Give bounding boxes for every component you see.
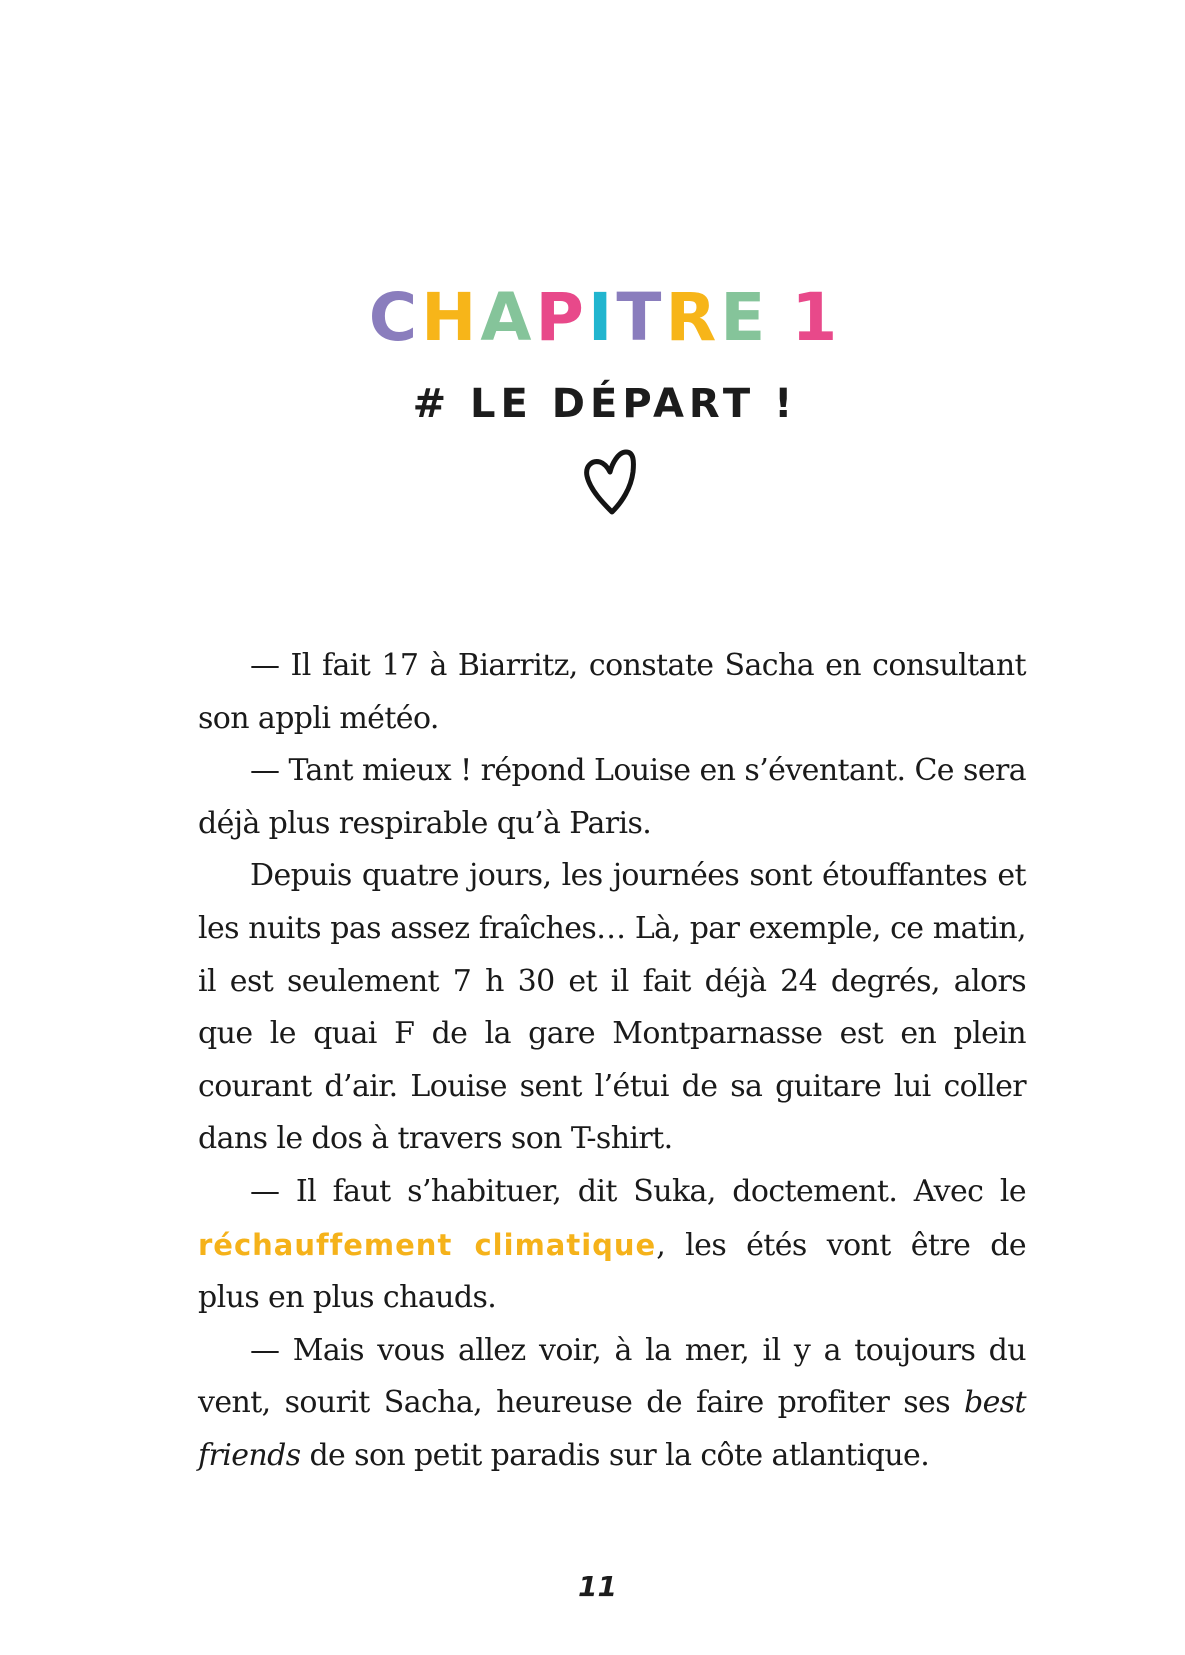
paragraph: — Tant mieux ! répond Louise en s’éventant. Ce sera déjà plus respirable qu’à Paris. xyxy=(198,753,1026,841)
chapter-title-letter: H xyxy=(421,279,481,356)
paragraph-text: — Il faut s’habituer, dit Suka, doctement. Avec le xyxy=(250,1173,1026,1209)
chapter-title-letter: A xyxy=(480,279,536,356)
chapter-title-letter: R xyxy=(665,279,721,356)
chapter-title-letter: T xyxy=(616,279,666,356)
paragraph-text: , les étés vont être de plus en plus chauds. xyxy=(198,1227,1026,1316)
chapter-title-letter: P xyxy=(535,279,588,356)
chapter-title-letter: C xyxy=(368,279,422,356)
page-number: 11 xyxy=(578,1570,617,1603)
chapter-body xyxy=(198,640,1026,1483)
paragraph-text: de son petit paradis sur la côte atlantique. xyxy=(300,1437,930,1473)
highlighted-term: réchauffement climatique xyxy=(198,1227,657,1262)
paragraph-text: — Mais vous allez voir, à la mer, il y a toujours du vent, sourit Sacha, heureuse de faire profiter ses xyxy=(198,1332,1026,1421)
paragraph: — Il fait 17 à Biarritz, constate Sacha en consultant son appli météo. xyxy=(198,648,1026,736)
paragraph xyxy=(198,1325,1026,1483)
heart-icon xyxy=(582,446,638,518)
chapter-number: 1 xyxy=(791,279,842,356)
paragraph xyxy=(198,1166,1026,1325)
chapter-title-letter: I xyxy=(587,279,617,356)
chapter-subtitle: # LE DÉPART ! xyxy=(412,381,798,427)
italic-phrase: best friends xyxy=(198,1385,1026,1473)
paragraph: Depuis quatre jours, les journées sont étouffantes et les nuits pas assez fraîches… Là, par exemple, ce matin, il est seulement 7 h 30 et il fait déjà 24 degrés, alors que le quai F de la gare Montparnasse est en plein courant d’air. Louise sent l’étui de sa guitare lui coller dans le dos à travers son T-shirt. xyxy=(198,858,1026,1157)
chapter-title xyxy=(0,279,1185,356)
chapter-title-letter: E xyxy=(720,279,770,356)
